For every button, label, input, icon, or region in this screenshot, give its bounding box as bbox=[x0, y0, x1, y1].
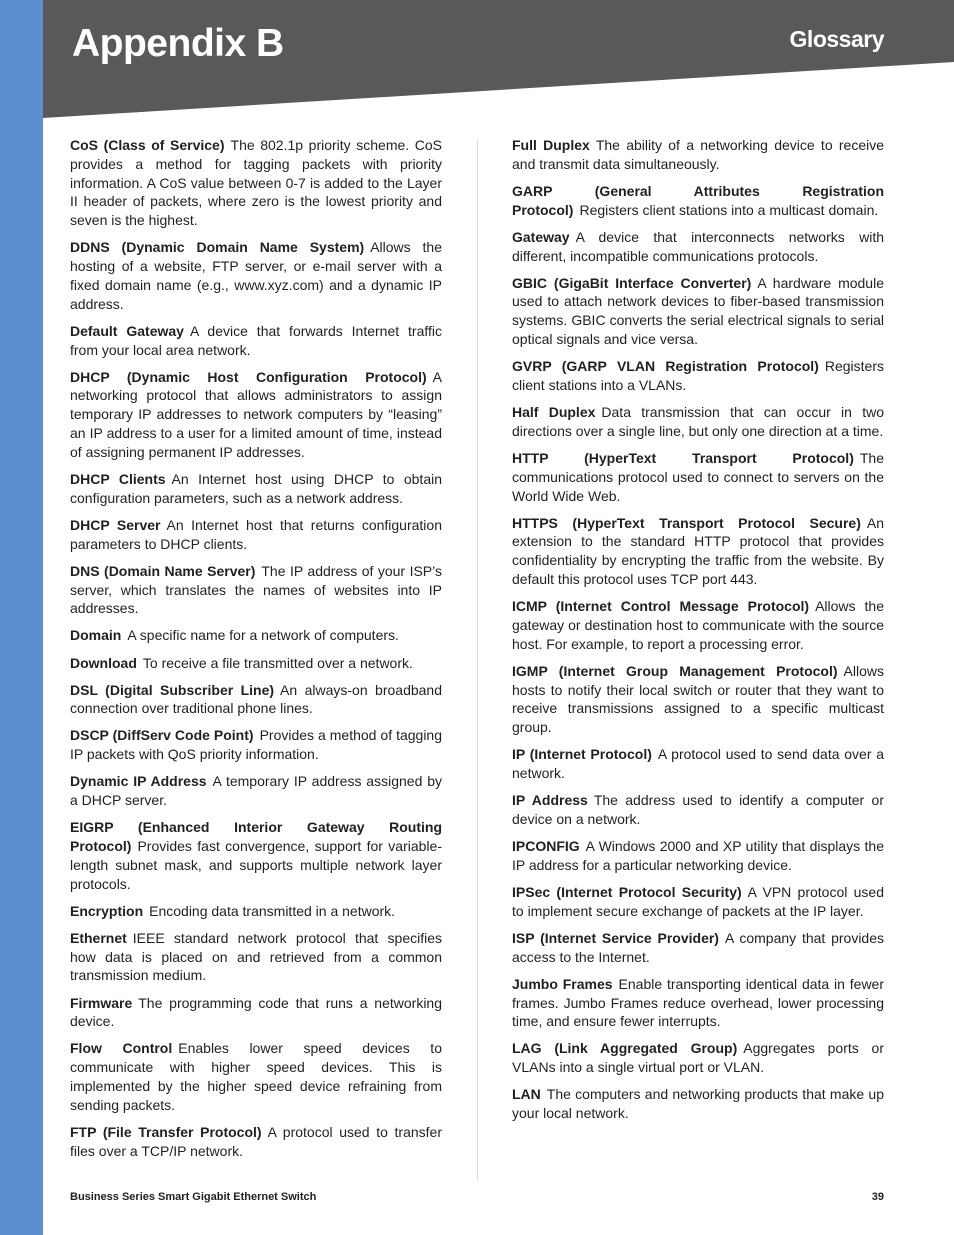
glossary-entry bbox=[512, 1085, 884, 1123]
glossary-term: IPSec (Internet Protocol Security) bbox=[512, 883, 742, 900]
side-accent-bar bbox=[0, 0, 43, 1235]
glossary-definition: A temporary IP address assigned by a DHCP server. bbox=[70, 773, 442, 809]
glossary-definition: The IP address of your ISP’s server, which translates the names of websites into IP addresses. bbox=[70, 562, 442, 617]
glossary-term: DDNS (Dynamic Domain Name System) bbox=[70, 239, 365, 256]
glossary-definition: Registers client stations into a VLANs. bbox=[512, 358, 884, 393]
glossary-definition: A hardware module used to attach network devices to fiber-based transmission systems. GBIC converts the serial electrical signals to serial optical signals and vice versa. bbox=[512, 274, 884, 348]
glossary-term: DNS (Domain Name Server) bbox=[70, 562, 256, 579]
glossary-entry bbox=[512, 136, 884, 174]
footer-product-name: Business Series Smart Gigabit Ethernet Switch bbox=[70, 1191, 317, 1203]
column-divider bbox=[477, 140, 478, 1180]
glossary-definition: Allows hosts to notify their local switch or router that they want to receive transmissions assigned to a specific multicast group. bbox=[512, 662, 884, 736]
glossary-entry bbox=[512, 597, 884, 653]
glossary-entry bbox=[70, 1039, 442, 1114]
glossary-definition: Allows the gateway or destination host to communicate with the source host. For example, to report a processing error. bbox=[512, 598, 884, 652]
glossary-definition: The address used to identify a computer or device on a network. bbox=[512, 792, 884, 827]
glossary-entry bbox=[512, 662, 884, 737]
glossary-definition: An extension to the standard HTTP protocol that provides confidentiality by encrypting the traffic from the website. By default this protocol uses TCP port 443. bbox=[512, 514, 884, 588]
glossary-term: Flow Control bbox=[70, 1040, 173, 1057]
glossary-term: HTTPS (HyperText Transport Protocol Secure) bbox=[512, 514, 861, 531]
glossary-entry bbox=[512, 1039, 884, 1077]
glossary-entry bbox=[70, 322, 442, 360]
glossary-entry bbox=[70, 470, 442, 508]
glossary-entry bbox=[70, 562, 442, 618]
glossary-entry bbox=[70, 368, 442, 462]
glossary-definition: The programming code that runs a networking device. bbox=[70, 994, 442, 1030]
glossary-entry bbox=[512, 403, 884, 441]
glossary-entry bbox=[512, 745, 884, 783]
glossary-definition: A protocol used to send data over a network. bbox=[512, 746, 884, 782]
glossary-entry bbox=[70, 238, 442, 313]
glossary-term: LAN bbox=[512, 1086, 541, 1103]
glossary-definition: An always-on broadband connection over traditional phone lines. bbox=[70, 681, 442, 717]
glossary-definition: A device that forwards Internet traffic from your local area network. bbox=[70, 322, 442, 358]
footer-page-number: 39 bbox=[871, 1191, 884, 1203]
glossary-entry bbox=[70, 902, 442, 921]
glossary-entry bbox=[512, 929, 884, 967]
glossary-definition: To receive a file transmitted over a network. bbox=[142, 654, 413, 671]
glossary-term: Domain bbox=[70, 627, 122, 644]
glossary-term: Full Duplex bbox=[512, 137, 590, 153]
glossary-definition: A VPN protocol used to implement secure exchange of packets at the IP layer. bbox=[512, 883, 884, 919]
glossary-term: Half Duplex bbox=[512, 404, 596, 421]
glossary-term: ICMP (Internet Control Message Protocol) bbox=[512, 598, 810, 615]
glossary-definition: The ability of a networking device to receive and transmit data simultaneously. bbox=[512, 137, 884, 172]
glossary-entry bbox=[70, 818, 442, 893]
glossary-definition: A company that provides access to the Internet. bbox=[512, 929, 885, 965]
glossary-right-column bbox=[512, 136, 884, 1131]
glossary-definition: Aggregates ports or VLANs into a single virtual port or VLAN. bbox=[512, 1040, 884, 1076]
glossary-definition: A specific name for a network of computers. bbox=[127, 627, 399, 644]
glossary-entry bbox=[512, 274, 884, 349]
glossary-term: HTTP (HyperText Transport Protocol) bbox=[512, 449, 854, 466]
glossary-entry bbox=[512, 791, 884, 829]
glossary-entry bbox=[70, 654, 442, 673]
glossary-definition: Encoding data transmitted in a network. bbox=[149, 902, 396, 919]
glossary-entry bbox=[70, 1123, 442, 1161]
glossary-entry bbox=[512, 883, 884, 921]
glossary-definition: A protocol used to transfer files over a TCP/IP network. bbox=[70, 1123, 442, 1159]
glossary-term: IPCONFIG bbox=[512, 838, 580, 855]
glossary-entry bbox=[512, 182, 884, 220]
glossary-term: Download bbox=[70, 654, 137, 671]
glossary-term: Jumbo Frames bbox=[512, 975, 613, 992]
glossary-term: Gateway bbox=[512, 228, 570, 245]
glossary-term: ISP (Internet Service Provider) bbox=[512, 929, 719, 946]
glossary-entry bbox=[70, 516, 442, 554]
glossary-definition: An Internet host using DHCP to obtain configuration parameters, such as a network address. bbox=[70, 470, 442, 506]
glossary-term: Dynamic IP Address bbox=[70, 773, 207, 790]
glossary-definition: The communications protocol used to connect to servers on the World Wide Web. bbox=[512, 449, 884, 504]
glossary-entry bbox=[70, 726, 442, 764]
glossary-term: IP Address bbox=[512, 792, 588, 809]
glossary-term: EIGRP (Enhanced Interior Gateway Routing Protocol) bbox=[70, 819, 442, 855]
glossary-definition: A networking protocol that allows administrators to assign temporary IP addresses to network computers by “leasing” an IP address to a user for a limited amount of time, instead of assigning permanent IP addresses. bbox=[70, 368, 442, 460]
glossary-definition: Registers client stations into a multicast domain. bbox=[579, 201, 879, 218]
glossary-definition: Allows the hosting of a website, FTP server, or e-mail server with a fixed domain name (e.g., www.xyz.com) and a dynamic IP address. bbox=[70, 239, 442, 312]
glossary-term: Ethernet bbox=[70, 929, 127, 946]
glossary-entry bbox=[70, 772, 442, 810]
glossary-entry bbox=[512, 449, 884, 505]
glossary-entry bbox=[70, 994, 442, 1032]
glossary-definition: Provides a method of tagging IP packets with QoS priority information. bbox=[70, 727, 443, 763]
glossary-entry bbox=[512, 975, 884, 1031]
glossary-definition: Data transmission that can occur in two directions over a single line, but only one direction at a time. bbox=[512, 404, 884, 439]
glossary-definition: Enable transporting identical data in fewer frames. Jumbo Frames reduce overhead, lower processing time, and ensure fewer interrupts. bbox=[512, 975, 885, 1030]
glossary-term: CoS (Class of Service) bbox=[70, 137, 225, 153]
glossary-term: DHCP Server bbox=[70, 516, 161, 533]
glossary-term: Encryption bbox=[70, 902, 144, 919]
glossary-term: DHCP (Dynamic Host Configuration Protocol) bbox=[70, 368, 427, 385]
glossary-term: GVRP (GARP VLAN Registration Protocol) bbox=[512, 358, 819, 375]
glossary-definition: The 802.1p priority scheme. CoS provides a method for tagging packets with priority information. A CoS value between 0-7 is added to the Layer II header of packets, where zero is the lowest priority and seven is the highest. bbox=[70, 137, 443, 229]
glossary-entry bbox=[70, 626, 442, 645]
section-title: Glossary bbox=[789, 26, 884, 52]
glossary-definition: A Windows 2000 and XP utility that displays the IP address for a particular networking device. bbox=[512, 838, 884, 873]
glossary-term: DSCP (DiffServ Code Point) bbox=[70, 727, 254, 744]
glossary-term: Default Gateway bbox=[70, 322, 184, 339]
glossary-entry bbox=[70, 929, 442, 985]
glossary-term: DHCP Clients bbox=[70, 470, 166, 487]
glossary-term: IGMP (Internet Group Management Protocol) bbox=[512, 662, 838, 679]
glossary-term: FTP (File Transfer Protocol) bbox=[70, 1123, 262, 1140]
glossary-entry bbox=[70, 136, 442, 230]
glossary-entry bbox=[512, 228, 884, 266]
glossary-definition: An Internet host that returns configuration parameters to DHCP clients. bbox=[70, 516, 442, 552]
glossary-entry bbox=[512, 514, 884, 589]
glossary-left-column bbox=[70, 136, 442, 1169]
glossary-definition: Provides fast convergence, support for variable-length subnet mask, and supports multiple network layer protocols. bbox=[70, 838, 442, 892]
glossary-definition: A device that interconnects networks with different, incompatible communications protocols. bbox=[512, 228, 884, 264]
glossary-entry bbox=[512, 357, 884, 395]
glossary-definition: IEEE standard network protocol that specifies how data is placed on and retrieved from a common transmission medium. bbox=[70, 929, 442, 984]
glossary-term: LAG (Link Aggregated Group) bbox=[512, 1040, 738, 1057]
glossary-term: DSL (Digital Subscriber Line) bbox=[70, 681, 275, 698]
glossary-term: IP (Internet Protocol) bbox=[512, 746, 652, 763]
glossary-term: GBIC (GigaBit Interface Converter) bbox=[512, 274, 752, 291]
glossary-term: Firmware bbox=[70, 994, 133, 1011]
glossary-entry bbox=[512, 837, 884, 875]
glossary-definition: Enables lower speed devices to communicate with higher speed devices. This is implemented by the higher speed device refraining from sending packets. bbox=[70, 1040, 442, 1113]
glossary-term: GARP (General Attributes Registration Protocol) bbox=[512, 182, 884, 218]
glossary-definition: The computers and networking products that make up your local network. bbox=[512, 1086, 884, 1122]
appendix-title: Appendix B bbox=[72, 22, 284, 65]
glossary-entry bbox=[70, 681, 442, 719]
